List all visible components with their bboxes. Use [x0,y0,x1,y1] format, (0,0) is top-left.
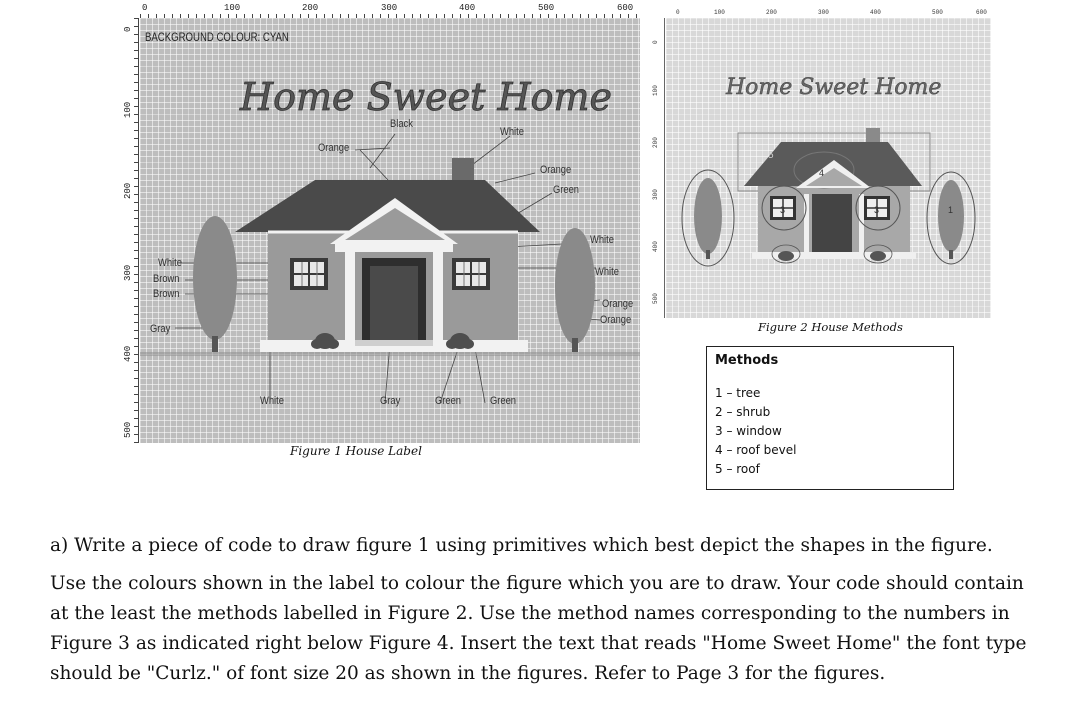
question-line: should be "Curlz." of font size 20 as shown in the figures. Refer to Page 3 for the figures. [50,663,886,684]
colour-label-orange: Orange [602,298,634,310]
tree-left [193,216,237,352]
colour-label-orange: Orange [540,164,572,176]
figure2-left-ruler [650,18,665,318]
figure1-caption: Figure 1 House Label [290,444,422,458]
ruler-label: 100 [714,9,725,16]
question-line: Figure 3 as indicated right below Figure 4. Insert the text that reads "Home Sweet Home" the font type [50,633,1027,654]
window-right [452,258,490,290]
ruler-label: 200 [652,137,659,148]
ruler-label: 100 [224,3,241,13]
method-marker: 1 [948,205,954,215]
colour-label-orange: Orange [600,314,632,326]
ruler-label: 400 [870,9,881,16]
ruler-label: 300 [818,9,829,16]
colour-label-orange: Orange [318,142,350,154]
methods-list [715,384,796,479]
colour-label-white: White [260,395,284,407]
methods-item: 2 – shrub [715,405,771,419]
ruler-label: 200 [302,3,319,13]
figure1-top-ruler [140,4,640,19]
ruler-label: 300 [652,189,659,200]
tree-right [555,228,595,352]
ruler-label: 600 [617,3,634,13]
ruler-label: 0 [123,26,133,32]
chimney [452,158,474,182]
method-marker: 4 [819,168,825,178]
ruler-label: 400 [652,241,659,252]
ruler-label: 500 [652,293,659,304]
colour-label-white: White [158,257,182,269]
background-colour-label: BACKGROUND COLOUR: CYAN [145,30,289,44]
colour-label-green: Green [553,184,579,196]
colour-label-gray: Gray [380,395,401,407]
ruler-label: 300 [123,264,133,281]
ruler-label: 500 [123,421,133,438]
colour-label-green: Green [435,395,461,407]
house-title: Home Sweet Home [726,75,942,100]
tree-right [927,172,975,264]
porch-column [433,252,443,340]
methods-item: 1 – tree [715,386,761,400]
question-line: a) Write a piece of code to draw figure 1 using primitives which best depict the shapes in the figure. [50,535,993,556]
ruler-label: 0 [142,3,148,13]
ruler-label: 400 [459,3,476,13]
method-marker: 3 [874,205,880,215]
colour-label-green: Green [490,395,516,407]
ruler-label: 500 [538,3,555,13]
method-marker: 5 [768,150,774,161]
window-left [290,258,328,290]
methods-item: 5 – roof [715,462,760,476]
ruler-label: 200 [766,9,777,16]
door [812,194,852,252]
porch-column [345,252,355,340]
methods-item: 4 – roof bevel [715,443,797,457]
methods-title: Methods [715,353,779,368]
ruler-label: 0 [652,40,659,44]
question-text [50,531,1040,689]
figure2-canvas [666,18,991,334]
question-line: at the least the methods labelled in Figure 2. Use the method names corresponding to the numbers in [50,603,1010,624]
colour-label-gray: Gray [150,323,171,335]
ruler-label: 300 [381,3,398,13]
figure2-caption: Figure 2 House Methods [758,320,903,334]
tree-left [682,170,734,266]
colour-label-white: White [595,266,619,278]
colour-label-brown: Brown [153,288,180,300]
methods-item: 3 – window [715,424,782,438]
figure1-canvas [140,18,640,443]
colour-label-white: White [590,234,614,246]
figure1-left-ruler [122,18,139,443]
ruler-label: 100 [652,85,659,96]
methods-legend [706,346,954,490]
colour-label-black: Black [390,118,413,130]
method-marker: 3 [780,205,786,215]
ruler-label: 200 [123,182,133,199]
ruler-label: 400 [123,345,133,362]
question-line: Use the colours shown in the label to colour the figure which you are to draw. Your code should contain [50,573,1024,594]
ruler-label: 500 [932,9,943,16]
house-methods-drawing [666,18,991,318]
colour-label-brown: Brown [153,273,180,285]
colour-label-white: White [500,126,524,138]
house-title: Home Sweet Home [240,75,613,119]
ruler-label: 0 [676,9,680,16]
ruler-label: 600 [976,9,987,16]
ruler-label: 100 [123,101,133,118]
house-drawing [140,18,640,443]
